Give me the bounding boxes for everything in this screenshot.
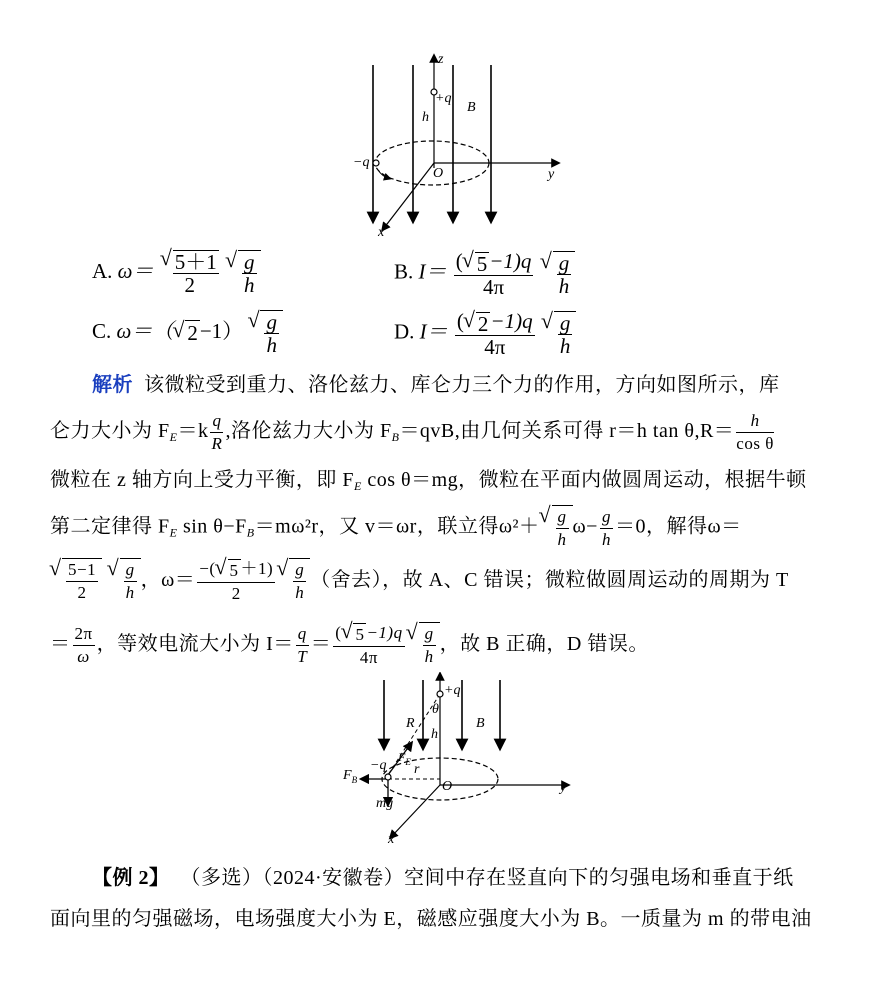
negative-charge: [385, 774, 391, 780]
fig2-label-r: r: [414, 762, 420, 777]
fig2-label-h: h: [431, 727, 438, 742]
fig2-label-plus-q: +q: [444, 683, 461, 698]
analysis-line-4: 第二定律得 $F_E$ $\sin \theta-F_B=m\omega^2r$，又 v＝ωr，联立得ω²＋ √ $\frac{g}{h}$ ω− $\frac{g}{h}$ ＝0，解得ω＝: [50, 505, 742, 551]
analysis-line-3: 微粒在 z 轴方向上受力平衡，即 $F_E$ cos θ＝mg，微粒在平面内做圆周运动，根据牛顿: [50, 469, 807, 493]
negative-charge: [373, 160, 379, 166]
fig2-label-O: O: [442, 779, 453, 794]
analysis-line-6: ＝ $\frac{2\pi}{\omega}$ ，等效电流大小为 I＝ $\frac{q}{T}$ ＝ $\frac{(√ 5 -1)q}{4\pi}$ √ $\frac{g}{h}$ ，故 B 正确，D 错误。: [50, 622, 649, 669]
analysis-line-5: √ $\frac{5-1}{2}$ √ $\frac{g}{h}$ ，ω＝ $\frac{-(√ 5 +1)}{2}$ √ $\frac{g}{h}$ （舍去），故 A、C 错误；微粒做圆周运动的周期为 T: [50, 558, 789, 605]
fig2-label-minus-q: −q: [370, 758, 387, 773]
x-axis: [384, 163, 434, 228]
figure-1: [330, 50, 570, 240]
fig2-label-R: R: [406, 716, 415, 731]
option-d: D. I＝ $\frac{(√ 2-1)q}{4\pi}$ √ $\frac{g}{h}$: [394, 310, 576, 358]
fig2-label-y: y: [560, 780, 567, 795]
example-line-2: 面向里的匀强磁场，电场强度大小为 E，磁感应强度大小为 B。一质量为 m 的带电油: [50, 908, 812, 930]
fig1-label-h: h: [422, 110, 429, 125]
analysis-line-1: 解析 该微粒受到重力、洛伦兹力、库仑力三个力的作用，方向如图所示，库: [92, 374, 780, 396]
analysis-tag: 解析: [92, 374, 133, 396]
fig1-label-minus-q: −q: [353, 155, 370, 170]
fig1-label-B: B: [467, 100, 476, 115]
fig1-label-x: x: [378, 225, 385, 240]
example-line-1: 【例 2】 （多选）（2024·安徽卷）空间中存在竖直向下的匀强电场和垂直于纸: [92, 867, 794, 889]
fig2-label-FE: $F_E$: [398, 750, 411, 767]
fig1-label-plus-q: +q: [435, 91, 452, 106]
fig1-label-y: y: [548, 167, 555, 182]
option-b: B. I＝ $\frac{(√ 5-1)q}{4\pi}$ √ $\frac{g}{h}$: [394, 250, 575, 298]
option-a: A. ω＝ √ $\frac{5+1}{2}$ √ $\frac{g}{h}$: [92, 250, 261, 296]
example-tag: 【例 2】: [92, 867, 170, 889]
x-axis: [392, 785, 440, 836]
fig2-label-x: x: [388, 832, 395, 847]
fig2-label-FB: $F_B$: [343, 768, 358, 785]
fig1-label-z: z: [438, 52, 444, 67]
fig2-label-theta: θ: [432, 702, 439, 717]
analysis-line-2: 仑力大小为 $F_E=k$ $\frac{q}{R}$ ,洛伦兹力大小为 $F_B=qvB$,由几何关系可得 r＝h tan θ,R＝ $\frac{h}{\text{cos θ}}$: [50, 411, 774, 453]
fig1-label-O: O: [433, 166, 444, 181]
fig2-label-B: B: [476, 716, 485, 731]
positive-charge: [437, 691, 443, 697]
option-c: C. ω＝（√ 2−1） √ $\frac{g}{h}$: [92, 310, 283, 356]
fig2-label-mg: mg: [376, 796, 394, 811]
